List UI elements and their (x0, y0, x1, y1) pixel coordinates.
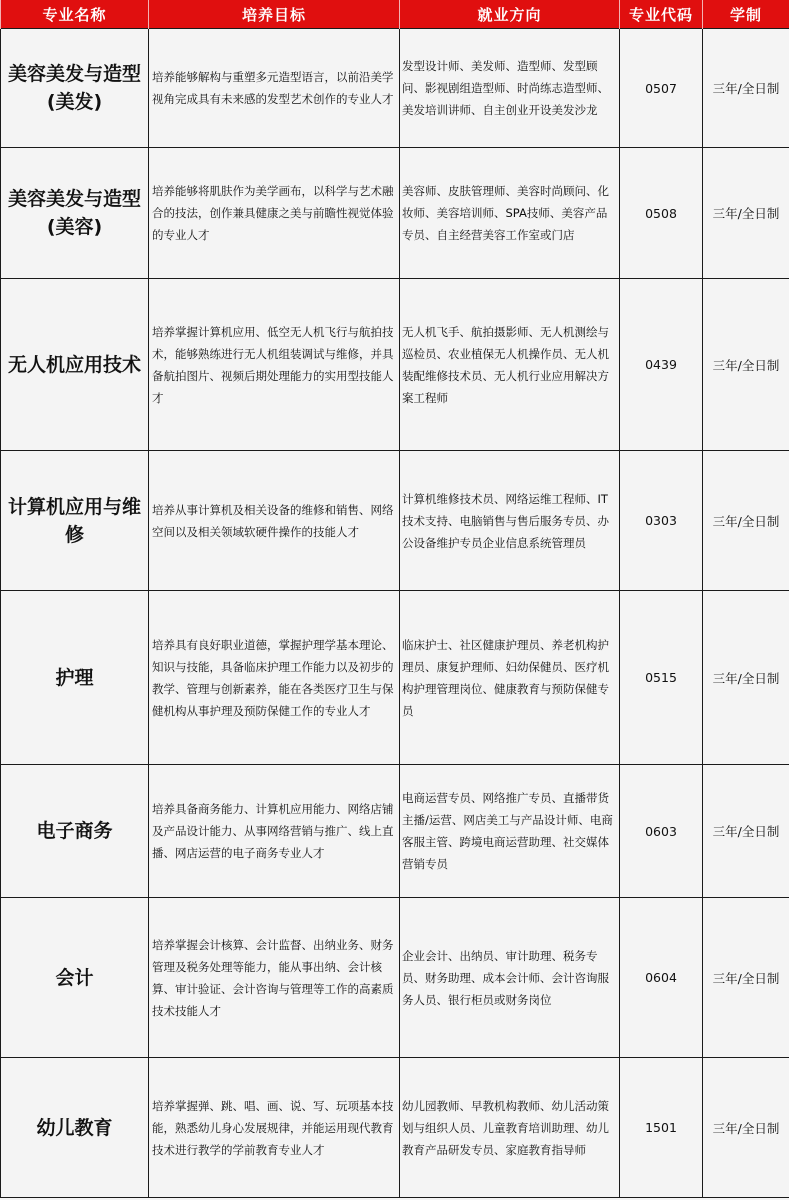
program-career: 无人机飞手、航拍摄影师、无人机测绘与巡检员、农业植保无人机操作员、无人机装配维修技术员、无人机行业应用解决方案工程师 (400, 279, 620, 451)
program-career: 计算机维修技术员、网络运维工程师、IT技术支持、电脑销售与售后服务专员、办公设备维护专员企业信息系统管理员 (400, 451, 620, 591)
header-goal: 培养目标 (149, 0, 400, 29)
table-row (1, 451, 789, 591)
program-name: 会计 (1, 898, 149, 1058)
program-goal: 培养具有良好职业道德，掌握护理学基本理论、知识与技能，具备临床护理工作能力以及初步的教学、管理与创新素养，能在各类医疗卫生与保健机构从事护理及预防保健工作的专业人才 (149, 591, 400, 765)
table-row (1, 148, 789, 279)
program-code: 0508 (620, 148, 703, 279)
program-goal: 培养掌握弹、跳、唱、画、说、写、玩项基本技能，熟悉幼儿身心发展规律，并能运用现代教育技术进行教学的学前教育专业人才 (149, 1058, 400, 1198)
program-goal: 培养从事计算机及相关设备的维修和销售、网络空间以及相关领域软硬件操作的技能人才 (149, 451, 400, 591)
program-duration: 三年/全日制 (703, 591, 789, 765)
table-row (1, 29, 789, 148)
program-name: 计算机应用与维修 (1, 451, 149, 591)
table-row (1, 1058, 789, 1198)
table-row (1, 898, 789, 1058)
program-duration: 三年/全日制 (703, 29, 789, 148)
program-duration: 三年/全日制 (703, 898, 789, 1058)
program-career: 幼儿园教师、早教机构教师、幼儿活动策划与组织人员、儿童教育培训助理、幼儿教育产品研发专员、家庭教育指导师 (400, 1058, 620, 1198)
program-goal: 培养掌握计算机应用、低空无人机飞行与航拍技术，能够熟练进行无人机组装调试与维修，并具备航拍图片、视频后期处理能力的实用型技能人才 (149, 279, 400, 451)
program-duration: 三年/全日制 (703, 279, 789, 451)
table-row (1, 765, 789, 898)
program-goal: 培养能够将肌肤作为美学画布，以科学与艺术融合的技法，创作兼具健康之美与前瞻性视觉体验的专业人才 (149, 148, 400, 279)
program-career: 发型设计师、美发师、造型师、发型顾问、影视剧组造型师、时尚练志造型师、美发培训讲师、自主创业开设美发沙龙 (400, 29, 620, 148)
program-goal: 培养掌握会计核算、会计监督、出纳业务、财务管理及税务处理等能力，能从事出纳、会计核算、审计验证、会计咨询与管理等工作的高素质技术技能人才 (149, 898, 400, 1058)
program-duration: 三年/全日制 (703, 1058, 789, 1198)
program-name: 幼儿教育 (1, 1058, 149, 1198)
header-name: 专业名称 (1, 0, 149, 29)
program-career: 美容师、皮肤管理师、美容时尚顾问、化妆师、美容培训师、SPA技师、美容产品专员、自主经营美容工作室或门店 (400, 148, 620, 279)
table-header-row (1, 0, 789, 29)
program-code: 0604 (620, 898, 703, 1058)
program-goal: 培养具备商务能力、计算机应用能力、网络店铺及产品设计能力、从事网络营销与推广、线上直播、网店运营的电子商务专业人才 (149, 765, 400, 898)
program-code: 0303 (620, 451, 703, 591)
program-name: 护理 (1, 591, 149, 765)
program-duration: 三年/全日制 (703, 765, 789, 898)
program-goal: 培养能够解构与重塑多元造型语言，以前沿美学视角完成具有未来感的发型艺术创作的专业人才 (149, 29, 400, 148)
program-name: 无人机应用技术 (1, 279, 149, 451)
program-code: 1501 (620, 1058, 703, 1198)
table-row (1, 279, 789, 451)
program-code: 0439 (620, 279, 703, 451)
program-duration: 三年/全日制 (703, 451, 789, 591)
program-name: 电子商务 (1, 765, 149, 898)
program-duration: 三年/全日制 (703, 148, 789, 279)
program-career: 临床护士、社区健康护理员、养老机构护理员、康复护理师、妇幼保健员、医疗机构护理管理岗位、健康教育与预防保健专员 (400, 591, 620, 765)
header-career: 就业方向 (400, 0, 620, 29)
header-code: 专业代码 (620, 0, 703, 29)
program-code: 0507 (620, 29, 703, 148)
program-career: 企业会计、出纳员、审计助理、税务专员、财务助理、成本会计师、会计咨询服务人员、银行柜员或财务岗位 (400, 898, 620, 1058)
program-code: 0515 (620, 591, 703, 765)
program-code: 0603 (620, 765, 703, 898)
table-row (1, 591, 789, 765)
program-name: 美容美发与造型(美容) (1, 148, 149, 279)
program-name: 美容美发与造型(美发) (1, 29, 149, 148)
header-duration: 学制 (703, 0, 789, 29)
program-career: 电商运营专员、网络推广专员、直播带货主播/运营、网店美工与产品设计师、电商客服主管、跨境电商运营助理、社交媒体营销专员 (400, 765, 620, 898)
